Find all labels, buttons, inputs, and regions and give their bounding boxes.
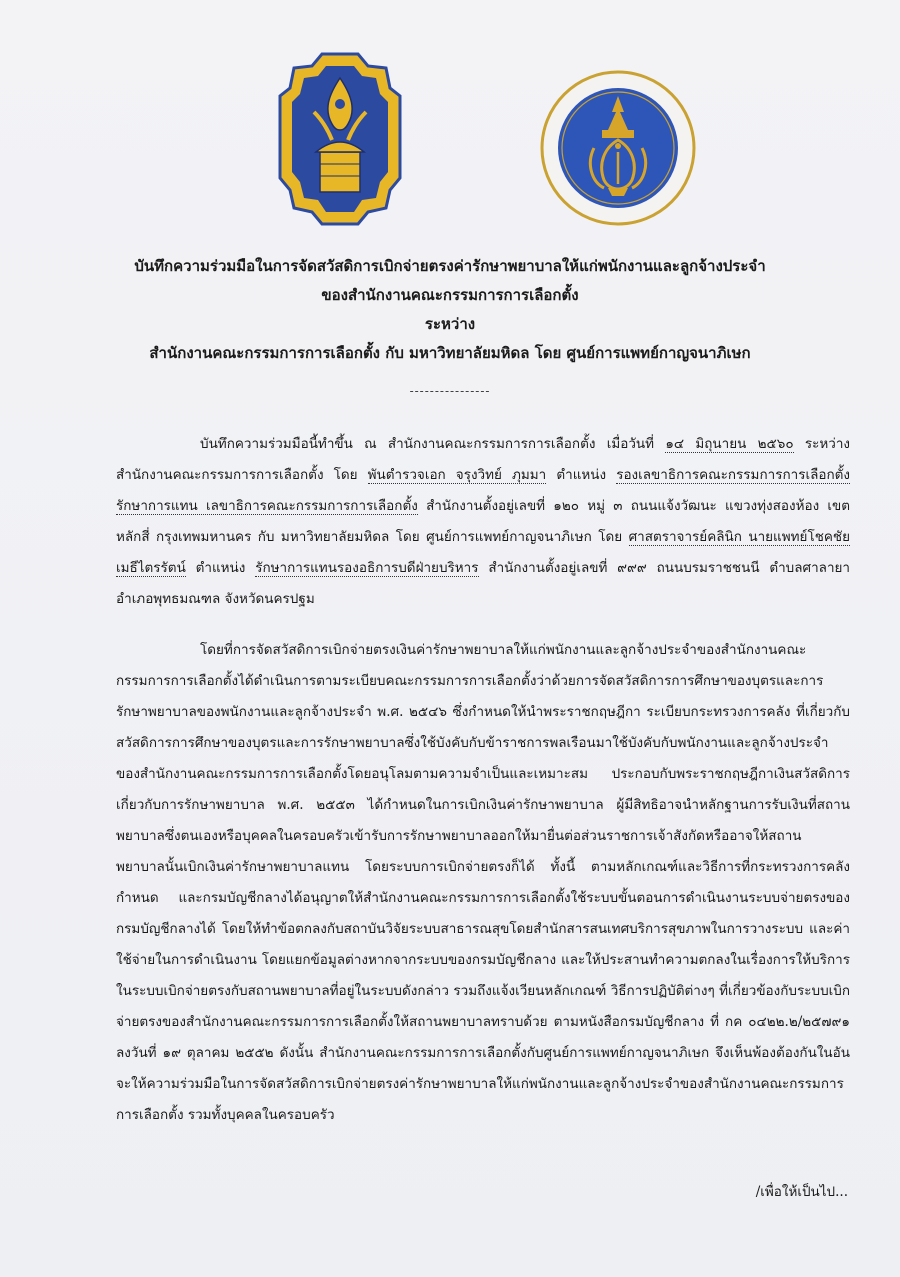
para2-text: โดยที่การจัดสวัสดิการเบิกจ่ายตรงเงินค่ารักษาพยาบาลให้แก่พนักงานและลูกจ้างประจำของสำนักงานคณะกรรมการการเลือกตั้งได้ดำเนินการตามระเบียบคณะกรรมการการเลือกตั้งว่าด้วยการจัดสวัสดิการการศึกษาของบุตรและการรักษาพยาบาลของพนักงานและลูกจ้างประจำ พ.ศ. ๒๕๔๖ ซึ่งกำหนดให้นำพระราชกฤษฎีกา ระเบียบกระทรวงการคลัง ที่เกี่ยวกับสวัสดิการการศึกษาของบุตรและการรักษาพยาบาลซึ่งใช้บังคับกับข้าราชการพลเรือนมาใช้บังคับกับพนักงานและลูกจ้างประจำของสำนักงานคณะกรรมการการเลือกตั้งโดยอนุโลมตามความจำเป็นและเหมาะสม ประกอบกับพระราชกฤษฎีกาเงินสวัสดิการเกี่ยวกับการรักษาพยาบาล พ.ศ. ๒๕๕๓ ได้กำหนดในการเบิกเงินค่ารักษาพยาบาล ผู้มีสิทธิอาจนำหลักฐานการรับเงินที่สถานพยาบาลซึ่งตนเองหรือบุคคลในครอบครัวเข้ารับการรักษาพยาบาลออกให้มายื่นต่อส่วนราชการเจ้าสังกัดหรืออาจให้สถานพยาบาลนั้นเบิกเงินค่ารักษาพยาบาลแทน โดยระบบการเบิกจ่ายตรงก็ได้ ทั้งนี้ ตามหลักเกณฑ์และวิธีการที่กระทรวงการคลังกำหนด และกรมบัญชีกลางได้อนุญาตให้สำนักงานคณะกรรมการการเลือกตั้งใช้ระบบขั้นตอนการดำเนินงานระบบจ่ายตรงของกรมบัญชีกลางได้ โดยให้ทำข้อตกลงกับสถาบันวิจัยระบบสาธารณสุขโดยสำนักสารสนเทศบริการสุขภาพในการวางระบบ และค่าใช้จ่ายในการดำเนินงาน โดยแยกข้อมูลต่างหากจากระบบของกรมบัญชีกลาง และให้ประสานทำความตกลงในเรื่องการให้บริการในระบบเบิกจ่ายตรงกับสถานพยาบาลที่อยู่ในระบบดังกล่าว รวมถึงแจ้งเวียนหลักเกณฑ์ วิธีการปฏิบัติต่างๆ ที่เกี่ยวข้องกับระบบเบิกจ่ายตรงของสำนักงานคณะกรรมการการเลือกตั้งให้สถานพยาบาลทราบด้วย ตามหนังสือกรมบัญชีกลาง ที่ กค ๐๔๒๒.๒/๒๕๗๙๑ ลงวันที่ ๑๙ ตุลาคม ๒๕๕๒ ดังนั้น สำนักงานคณะกรรมการการเลือกตั้งกับศูนย์การแพทย์กาญจนาภิเษก จึงเห็นพ้องต้องกันในอันจะให้ความร่วมมือในการจัดสวัสดิการเบิกจ่ายตรงค่ารักษาพยาบาลให้แก่พนักงานและลูกจ้างประจำของสำนักงานคณะกรรมการการเลือกตั้ง รวมทั้งบุคคลในครอบครัว (116, 642, 850, 1123)
para1-text-1: บันทึกความร่วมมือนี้ทำขึ้น ณ สำนักงานคณะกรรมการการเลือกตั้ง เมื่อวันที่ (200, 436, 655, 452)
title-line-1: บันทึกความร่วมมือในการจัดสวัสดิการเบิกจ่ายตรงค่ารักษาพยาบาลให้แก่พนักงานและลูกจ้างประจำ (134, 257, 766, 275)
paragraph-background (116, 635, 850, 1131)
mahidol-university-logo (538, 68, 698, 228)
para1-text-4: สำนักงานตั้งอยู่เลขที่ ๑๒๐ หมู่ ๓ ถนนแจ้งวัฒนะ แขวงทุ่งสองห้อง เขตหลักสี่ กรุงเทพมหานคร กับ มหาวิทยาลัยมหิดล โดย ศูนย์การแพทย์กาญจนาภิเษก โดย (116, 498, 851, 545)
election-commission-logo (240, 48, 440, 233)
document-title (100, 252, 800, 368)
para1-text-6: สำนักงานตั้งอยู่เลขที่ ๙๙๙ ถนนบรมราชชนนี ตำบลศาลายา อำเภอพุทธมณฑล จังหวัดนครปฐม (116, 560, 851, 607)
para1-text-5: ตำแหน่ง (195, 560, 246, 576)
para1-text-3: ตำแหน่ง (556, 467, 607, 483)
agreement-date: ๑๔ มิถุนายน ๒๕๖๐ (665, 436, 794, 452)
mahidol-signatory-name: ศาสตราจารย์คลินิก นายแพทย์โชคชัย เมธีไตรรัตน์ (116, 529, 850, 576)
paragraph-parties (116, 429, 850, 615)
para1-text-2: ระหว่างสำนักงานคณะกรรมการการเลือกตั้ง โดย (116, 436, 850, 483)
separator-line: ---------------- (409, 384, 491, 398)
title-line-2: ของสำนักงานคณะกรรมการการเลือกตั้ง (321, 286, 579, 304)
ect-signatory-name: พันตำรวจเอก จรุงวิทย์ ภุมมา (367, 467, 547, 483)
mahidol-signatory-position: รักษาการแทนรองอธิการบดีฝ่ายบริหาร (255, 560, 479, 576)
ect-signatory-position: รองเลขาธิการคณะกรรมการการเลือกตั้ง รักษาการแทน เลขาธิการคณะกรรมการการเลือกตั้ง (116, 467, 850, 514)
continuation-note: /เพื่อให้เป็นไป... (755, 1184, 848, 1200)
document-body (116, 429, 850, 1151)
title-line-3: ระหว่าง (424, 315, 476, 333)
title-line-4: สำนักงานคณะกรรมการการเลือกตั้ง กับ มหาวิทยาลัยมหิดล โดย ศูนย์การแพทย์กาญจนาภิเษก (149, 344, 751, 362)
